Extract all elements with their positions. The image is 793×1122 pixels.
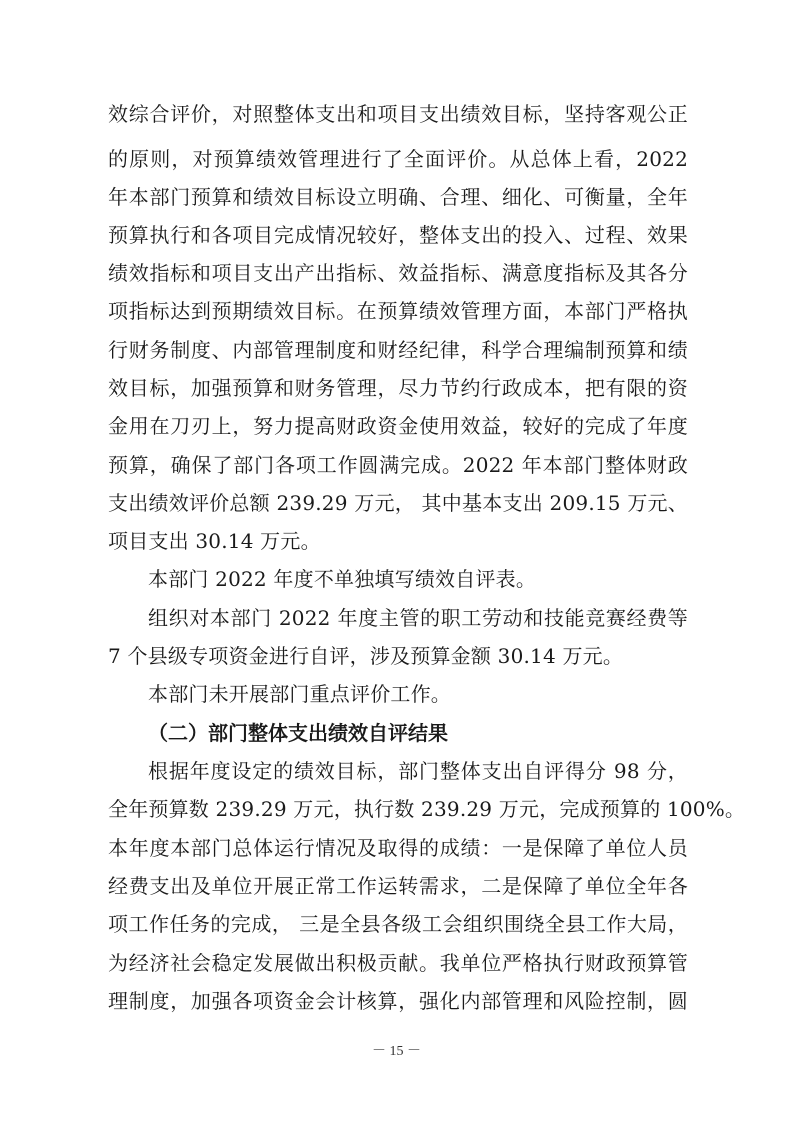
- page-number: － 15 －: [372, 1044, 421, 1059]
- paragraph-line: 支出绩效评价总额 239.29 万元， 其中基本支出 209.15 万元、: [108, 491, 688, 515]
- paragraph-line: 预算，确保了部门各项工作圆满完成。2022 年本部门整体财政: [108, 453, 688, 477]
- paragraph-line: 为经济社会稳定发展做出积极贡献。我单位严格执行财政预算管: [108, 951, 688, 975]
- paragraph-line: 年本部门预算和绩效目标设立明确、合理、细化、可衡量，全年: [108, 185, 688, 209]
- paragraph-line: 效目标，加强预算和财务管理，尽力节约行政成本，把有限的资: [108, 376, 688, 400]
- paragraph-line: 项目支出 30.14 万元。: [108, 529, 321, 553]
- paragraph-line: 根据年度设定的绩效目标，部门整体支出自评得分 98 分，: [148, 759, 688, 783]
- paragraph-line: 效综合评价，对照整体支出和项目支出绩效目标，坚持客观公正: [108, 102, 688, 126]
- paragraph-line: 金用在刀刃上，努力提高财政资金使用效益，较好的完成了年度: [108, 414, 688, 438]
- paragraph-line: 本部门 2022 年度不单独填写绩效自评表。: [148, 567, 537, 591]
- paragraph-line: 组织对本部门 2022 年度主管的职工劳动和技能竞赛经费等: [148, 606, 688, 630]
- section-heading: （二）部门整体支出绩效自评结果: [148, 721, 448, 745]
- paragraph-line: 本部门未开展部门重点评价工作。: [148, 682, 451, 706]
- paragraph-line: 项指标达到预期绩效目标。在预算绩效管理方面，本部门严格执: [108, 299, 688, 323]
- paragraph-line: 经费支出及单位开展正常工作运转需求，二是保障了单位全年各: [108, 874, 688, 898]
- paragraph-line: 理制度，加强各项资金会计核算，强化内部管理和风险控制，圆: [108, 989, 688, 1013]
- paragraph-line: 绩效指标和项目支出产出指标、效益指标、满意度指标及其各分: [108, 261, 688, 285]
- paragraph-line: 行财务制度、内部管理制度和财经纪律，科学合理编制预算和绩: [108, 338, 688, 362]
- paragraph-line: 本年度本部门总体运行情况及取得的成绩：一是保障了单位人员: [108, 836, 688, 860]
- paragraph-line: 的原则，对预算绩效管理进行了全面评价。从总体上看，2022: [108, 147, 688, 171]
- paragraph-line: 项工作任务的完成， 三是全县各级工会组织围绕全县工作大局，: [108, 912, 688, 936]
- paragraph-line: 预算执行和各项目完成情况较好，整体支出的投入、过程、效果: [108, 223, 688, 247]
- paragraph-line: 全年预算数 239.29 万元，执行数 239.29 万元，完成预算的 100%。: [108, 797, 746, 821]
- paragraph-line: 7 个县级专项资金进行自评，涉及预算金额 30.14 万元。: [108, 644, 624, 668]
